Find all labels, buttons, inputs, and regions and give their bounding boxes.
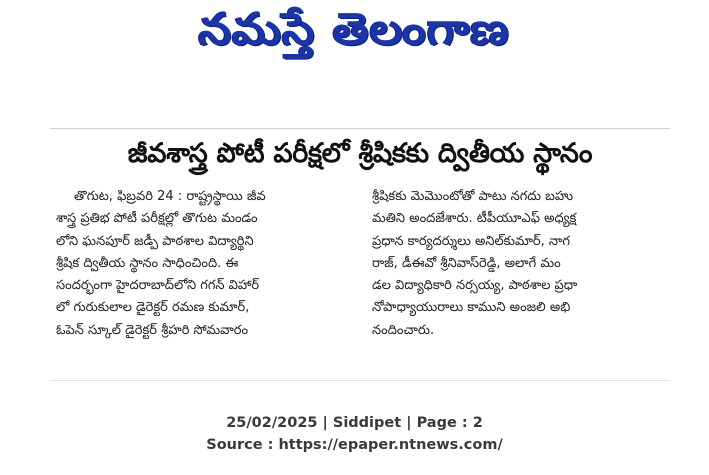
text-line: శాస్త్ర ప్రతిభ పోటీ పరీక్షల్లో తొగుట మండం: [56, 211, 258, 227]
text-line: నందించారు.: [372, 322, 435, 338]
source-footer: [0, 412, 709, 456]
text-line: రాజ్, డీఈవో శ్రీనివాస్‌రెడ్డి, అలాగే మం: [372, 255, 561, 271]
divider-top: [50, 128, 670, 129]
text-line: లో గురుకులాల డైరెక్టర్ రమణ కుమార్,: [56, 300, 250, 316]
article-headline: జీవశాస్త్ర పోటీ పరీక్షలో శ్రీషికకు ద్వితీయ స్థానం: [127, 138, 593, 169]
text-line: నోపాధ్యాయురాలు కాముని అంజలి అభి: [372, 300, 571, 316]
edition-info: 25/02/2025 | Siddipet | Page : 2: [226, 415, 483, 431]
masthead: [0, 0, 709, 70]
text-line: డల విద్యాధికారి నర్సయ్య, పాఠశాల ప్రధా: [372, 278, 578, 294]
text-line: శ్రీషికకు మెమొంటోతో పాటు నగదు బహు: [372, 189, 574, 204]
text-line: లోని ఘనపూర్ జడ్పీ పాఠశాల విద్యార్థిని: [56, 233, 254, 249]
text-line: మతిని అందజేశారు. టీపీయూఎఫ్ అధ్యక్ష: [372, 211, 577, 227]
text-line: శ్రీషిక ద్వితీయ స్థానం సాధించింది. ఈ: [56, 255, 239, 271]
article-column-left: [56, 186, 344, 342]
article-column-right: [372, 186, 660, 342]
divider-bottom: [50, 380, 670, 381]
text-line: సందర్భంగా హైదరాబాద్‌లోని గగన్ విహార్: [56, 278, 260, 294]
text-line: ఓపెన్ స్కూల్ డైరెక్టర్ శ్రీహరి సోమవారం: [56, 322, 249, 338]
source-url: Source : https://epaper.ntnews.com/: [206, 437, 503, 453]
text-line: ప్రధాన కార్యదర్శులు అనిల్‌కుమార్, నాగ: [372, 233, 570, 249]
text-line: తొగుట, ఫిబ్రవరి 24 : రాష్ట్రస్థాయి జీవ: [74, 189, 266, 204]
newspaper-logo: నమస్తే తెలంగాణ: [198, 4, 511, 55]
